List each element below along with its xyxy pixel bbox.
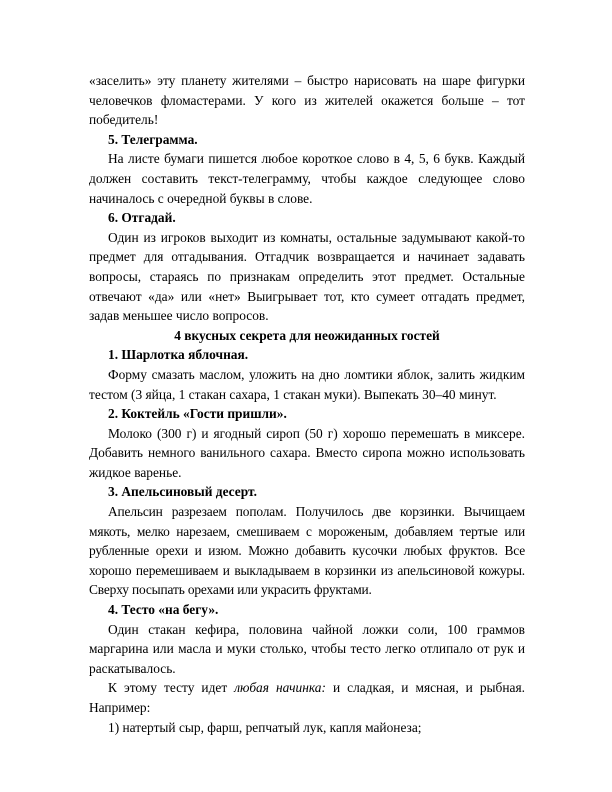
recipe-1-heading: 1. Шарлотка яблочная. [108, 347, 249, 363]
game-5-heading: 5. Телеграмма. [108, 131, 198, 147]
recipe-3-heading: 3. Апельсиновый десерт. [108, 484, 257, 500]
continuation-paragraph: «заселить» эту планету жителями – быстро нарисовать на шаре фигурки человечков фломастерами. У кого из жителей окажется больше – тот победитель! [89, 73, 525, 128]
filling-italic-phrase: любая начинка: [234, 680, 326, 696]
recipe-4-text: Один стакан кефира, половина чайной ложки соли, 100 граммов маргарина или масла и муки столько, чтобы тесто легко отлипало от рук и раскатывалось. [89, 621, 525, 676]
recipe-2-text: Молоко (300 г) и ягодный сироп (50 г) хорошо перемешать в миксере. Добавить немного ванильного сахара. Вместо сиропа можно использовать жидкое варенье. [89, 425, 525, 480]
recipe-3-text: Апельсин разрезаем пополам. Получилось две корзинки. Вычищаем мякоть, мелко нарезаем, смешиваем с мороженым, добавляем тертые или рубленные орехи и изюм. Можно добавить кусочки любых фруктов. Все хорошо перемешиваем и выкладываем в корзинки из апельсиновой кожуры. Сверху посыпать орехами или украсить фруктами. [89, 504, 525, 598]
recipe-4-heading: 4. Тесто «на бегу». [108, 602, 219, 618]
game-6-heading: 6. Отгадай. [108, 210, 176, 226]
recipe-1-text: Форму смазать маслом, уложить на дно ломтики яблок, залить жидким тестом (3 яйца, 1 стакан сахара, 1 стакан муки). Выпекать 30–40 минут. [89, 366, 525, 402]
recipe-2-heading: 2. Коктейль «Гости пришли». [108, 406, 287, 422]
filling-list-item-1: 1) натертый сыр, фарш, репчатый лук, капля майонеза; [108, 719, 422, 735]
game-6-text: Один из игроков выходит из комнаты, остальные задумывают какой-то предмет для отгадывания. Отгадчик возвращается и начинает задавать вопросы, стараясь по признакам определить этот предмет. Остальные отвечают «да» или «нет» Выигрывает тот, кто сумеет отгадать предмет, задав меньшее число вопросов. [89, 229, 525, 324]
page-content [89, 71, 525, 737]
section-title: 4 вкусных секрета для неожиданных гостей [174, 327, 440, 343]
recipe-4-filling-paragraph [89, 678, 525, 717]
filling-text-end: и сладкая, и мясная, и рыбная. Например: [89, 680, 525, 715]
filling-text-start: К этому тесту идет [108, 680, 235, 696]
game-5-text: На листе бумаги пишется любое короткое слово в 4, 5, 6 букв. Каждый должен составить текст-телеграмму, чтобы каждое следующее слово начиналось с очередной буквы в слове. [89, 151, 525, 206]
